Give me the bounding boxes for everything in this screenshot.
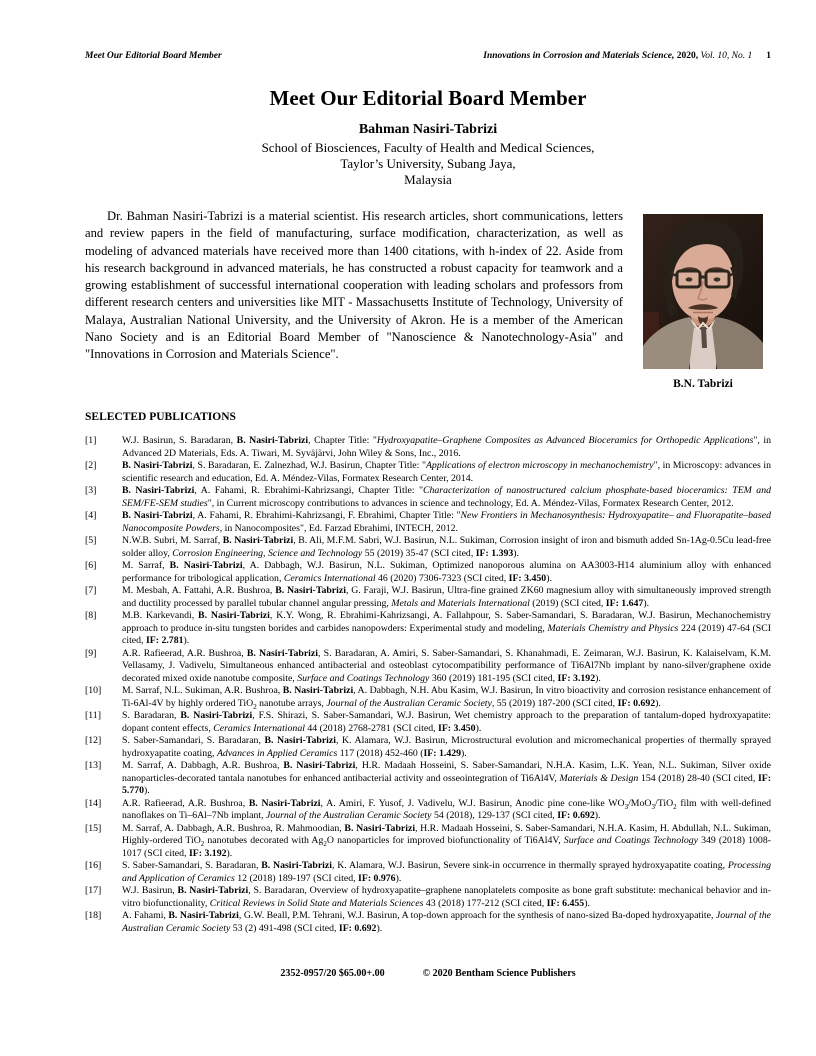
author-affiliation — [85, 140, 771, 188]
reference-item — [85, 648, 771, 686]
reference-text: M.B. Karkevandi, B. Nasiri-Tabrizi, K.Y. Wong, R. Ebrahimi-Kahrizsangi, A. Fallahpour, S. Saber-Samandari, S. Baradaran, W.J. Basirun, Mechanochemistry approach to produce in-situ tungsten borides and carbides nanopowders: Experimental study and modeling, Materials Chemistry and Physics 224 (2019) 47-64 (SCI cited, IF: 2.781). — [122, 610, 772, 647]
reference-item — [85, 910, 771, 935]
reference-text: B. Nasiri-Tabrizi, A. Fahami, R. Ebrahimi-Kahrizsangi, F. Ebrahimi, Chapter Title: "New Frontiers in Mechanosynthesis: Hydroxyapatite– and Fluorapatite–based Nanocomposite Powders, in Nanocomposites", Ed. Farzad Ebrahimi, INTECH, 2012. — [122, 510, 771, 534]
reference-number: [12] — [85, 735, 102, 747]
biography-section — [85, 208, 771, 395]
reference-item — [85, 760, 771, 798]
reference-number: [16] — [85, 860, 102, 872]
reference-item — [85, 510, 771, 535]
affiliation-line: Malaysia — [404, 172, 452, 187]
reference-text: A.R. Rafieerad, A.R. Bushroa, B. Nasiri-Tabrizi, A. Amiri, F. Yusof, J. Vadivelu, W.J. Basirun, Anodic pine cone-like $WO_3/MoO_3/TiO_2$ film with well-defined nanoflakes on Ti–6Al–7Nb implant, Journal of the Australian Ceramic Society 54 (2018), 129-137 (SCI cited, IF: 0.692). — [122, 797, 771, 822]
running-head-article-title: Meet Our Editorial Board Member — [85, 51, 222, 61]
reference-text: W.J. Basirun, S. Baradaran, B. Nasiri-Tabrizi, Chapter Title: "Hydroxyapatite–Graphene Composites as Advanced Bioceramics for Orthopedic Applications", in Advanced 2D Materials, Eds. A. Tiwari, M. Syväjärvi, John Wiley & Sons, Inc., 2016. — [122, 435, 771, 459]
reference-text: N.W.B. Subri, M. Sarraf, B. Nasiri-Tabrizi, B. Ali, M.F.M. Sabri, W.J. Basirun, N.L. Sukiman, Corrosion insight of iron and bismuth added Sn-1Ag-0.5Cu lead-free solder alloy, Corrosion Engineering, Science and Technology 55 (2019) 35-47 (SCI cited, IF: 1.393). — [122, 535, 772, 559]
reference-item — [85, 710, 771, 735]
reference-number: [7] — [85, 585, 97, 597]
reference-text: A.R. Rafieerad, A.R. Bushroa, B. Nasiri-Tabrizi, S. Baradaran, A. Amiri, S. Saber-Samandari, S. Khanahmadi, E. Zeimaran, W.J. Basirun, K. Kalaiselvam, K.M. Vellasamy, J. Vadivelu, Simultaneous enhanced antibacterial and osteoblast cytocompatibility performance of Ti6Al7Nb implant by nano-silver/graphene oxide decorated mixed oxide nanotube composite, Surface and Coatings Technology 360 (2019) 181-195 (SCI cited, IF: 3.192). — [122, 647, 771, 684]
affiliation-line: Taylor’s University, Subang Jaya, — [340, 156, 516, 171]
footer-copyright: © 2020 Bentham Science Publishers — [422, 968, 576, 979]
affiliation-line: School of Biosciences, Faculty of Health and Medical Sciences, — [261, 140, 595, 155]
reference-text: B. Nasiri-Tabrizi, S. Baradaran, E. Zalnezhad, W.J. Basirun, Chapter Title: "Applications of electron microscopy in mechanochemistry", in Microscopy: advances in scientific research and education, Ed. A. Méndez-Vilas, Formatex Research Center, 2014. — [122, 460, 771, 484]
reference-number: [1] — [85, 435, 97, 447]
page-content — [85, 0, 771, 935]
reference-text: M. Sarraf, A. Dabbagh, A.R. Bushroa, B. Nasiri-Tabrizi, H.R. Madaah Hosseini, S. Saber-Samandari, N.H.A. Kasim, L.K. Yean, N.L. Sukiman, Silver oxide nanoparticles-decorated tantala nanotubes for enhanced antibacterial activity and osseointegration of Ti6Al4V, Materials & Design 154 (2018) 28-40 (SCI cited, IF: 5.770). — [122, 760, 771, 797]
reference-number: [2] — [85, 460, 97, 472]
running-head-volume: Vol. 10, No. 1 — [700, 51, 753, 61]
portrait-image — [643, 214, 763, 369]
reference-text: M. Sarraf, N.L. Sukiman, A.R. Bushroa, B. Nasiri-Tabrizi, A. Dabbagh, N.H. Abu Kasim, W.J. Basirun, In vitro bioactivity and corrosion resistance enhancement of Ti-6Al-4V by highly ordered TiO$_2$ nanotube arrays, Journal of the Australian Ceramic Society, 55 (2019) 187-200 (SCI cited, IF: 0.692). — [122, 685, 771, 711]
reference-text: S. Saber-Samandari, S. Baradaran, B. Nasiri-Tabrizi, K. Alamara, W.J. Basirun, Microstructural evolution and micromechanical properties of thermally sprayed hydroxyapatite coating, Advances in Applied Ceramics 117 (2018) 452-460 (IF: 1.429). — [122, 735, 771, 759]
reference-item — [85, 823, 771, 861]
reference-item — [85, 798, 771, 823]
portrait-photo — [643, 214, 763, 369]
reference-number: [4] — [85, 510, 97, 522]
reference-text: M. Sarraf, A. Dabbagh, A.R. Bushroa, R. Mahmoodian, B. Nasiri-Tabrizi, H.R. Madaah Hosseini, S. Saber-Samandari, N.H.A. Kasim, H. Abdullah, N.L. Sukiman, Highly-ordered TiO$_2$ nanotubes decorated with $Ag_2O$ nanoparticles for improved biofunctionality of Ti6Al4V, Surface and Coatings Technology 349 (2018) 1008-1017 (SCI cited, IF: 3.192). — [122, 822, 771, 859]
reference-item — [85, 735, 771, 760]
publications-heading: SELECTED PUBLICATIONS — [85, 411, 236, 424]
footer-issn-price: 2352-0957/20 $65.00+.00 — [280, 968, 385, 979]
author-name: Bahman Nasiri-Tabrizi — [358, 122, 498, 137]
running-head-journal-info — [483, 50, 771, 62]
running-head-year: 2020, — [676, 51, 699, 61]
references-list — [85, 435, 771, 935]
reference-item — [85, 585, 771, 610]
reference-number: [13] — [85, 760, 102, 772]
reference-text: W.J. Basirun, B. Nasiri-Tabrizi, S. Baradaran, Overview of hydroxyapatite–graphene nanoplatelets composite as bone graft substitute: mechanical behavior and in-vitro biofunctionality, Critical Reviews in Solid State and Materials Sciences 43 (2018) 177-212 (SCI cited, IF: 6.455). — [122, 885, 771, 909]
reference-number: [14] — [85, 797, 102, 809]
page-title: Meet Our Editorial Board Member — [269, 86, 587, 110]
reference-text: S. Saber-Samandari, S. Baradaran, B. Nasiri-Tabrizi, K. Alamara, W.J. Basirun, Severe sink-in occurrence in thermally sprayed hydroxyapatite coating, Processing and Application of Ceramics 12 (2018) 189-197 (SCI cited, IF: 0.976). — [122, 860, 771, 884]
reference-number: [8] — [85, 610, 97, 622]
reference-number: [15] — [85, 822, 102, 834]
reference-item — [85, 685, 771, 710]
portrait-caption: B.N. Tabrizi — [673, 378, 733, 390]
reference-number: [5] — [85, 535, 97, 547]
reference-text: B. Nasiri-Tabrizi, A. Fahami, R. Ebrahimi-Kahrizsangi, Chapter Title: "Characterization of nanostructured calcium phosphate-based bioceramics: TEM and SEM/FE-SEM studies", in Current microscopy contributions to advances in science and technology, Ed. A. Méndez-Vilas, Formatex Research Center, 2012. — [122, 485, 771, 509]
reference-number: [18] — [85, 910, 102, 922]
reference-text: M. Mesbah, A. Fattahi, A.R. Bushroa, B. Nasiri-Tabrizi, G. Faraji, W.J. Basirun, Ultra-fine grained ZK60 magnesium alloy with simultaneously improved strength and ductility processed by parallel tubular channel angular pressing, Metals and Materials International (2019) (SCI cited, IF: 1.647). — [122, 585, 771, 609]
running-head — [85, 50, 771, 62]
page-footer — [85, 967, 771, 980]
reference-number: [6] — [85, 560, 97, 572]
portrait-figure — [633, 214, 771, 393]
reference-number: [9] — [85, 647, 97, 659]
reference-item — [85, 460, 771, 485]
reference-text: A. Fahami, B. Nasiri-Tabrizi, G.W. Beall, P.M. Tehrani, W.J. Basirun, A top-down approach for the synthesis of nano-sized Ba-doped hydroxyapatite, Journal of the Australian Ceramic Society 53 (2) 491-498 (SCI cited, IF: 0.692). — [122, 910, 771, 934]
reference-item — [85, 485, 771, 510]
reference-number: [11] — [85, 710, 101, 722]
biography-text: Dr. Bahman Nasiri-Tabrizi is a material scientist. His research articles, short communications, letters and review papers in the field of manufacturing, surface modification, characterization, as well as modeling of advanced materials have received more than 1400 citations, with h-index of 22. Aside from his research background in advanced materials, he has constructed a robust capacity for teamwork and a growing establishment of successful international cooperation with leading scholars and professors from different research centers and universities like MIT - Massachusetts Institute of Technology, University of Malaya, Australian National University, and the University of Akron. He is a member of the American Nano Society and is an Editorial Board Member of "Nanoscience & Nanotechnology-Asia" and "Innovations in Corrosion and Materials Science". — [85, 209, 623, 362]
reference-item — [85, 560, 771, 585]
running-head-journal-name: Innovations in Corrosion and Materials Science, — [483, 51, 675, 61]
reference-item — [85, 535, 771, 560]
reference-text: M. Sarraf, B. Nasiri-Tabrizi, A. Dabbagh, W.J. Basirun, N.L. Sukiman, Optimized nanoporous alumina on AA3003-H14 aluminium alloy with enhanced performance for tribological application, Ceramics International 46 (2020) 7306-7323 (SCI cited, IF: 3.450). — [122, 560, 771, 584]
reference-number: [10] — [85, 685, 102, 697]
reference-item — [85, 610, 771, 648]
reference-item — [85, 435, 771, 460]
reference-number: [3] — [85, 485, 97, 497]
reference-item — [85, 860, 771, 885]
reference-item — [85, 885, 771, 910]
reference-number: [17] — [85, 885, 102, 897]
reference-text: S. Baradaran, B. Nasiri-Tabrizi, F.S. Shirazi, S. Saber-Samandari, W.J. Basirun, Wet chemistry approach to the preparation of tantalum-doped hydroxyapatite: dopant content effects, Ceramics International 44 (2018) 2768-2781 (SCI cited, IF: 3.450). — [122, 710, 771, 734]
running-head-page-number: 1 — [766, 51, 771, 61]
